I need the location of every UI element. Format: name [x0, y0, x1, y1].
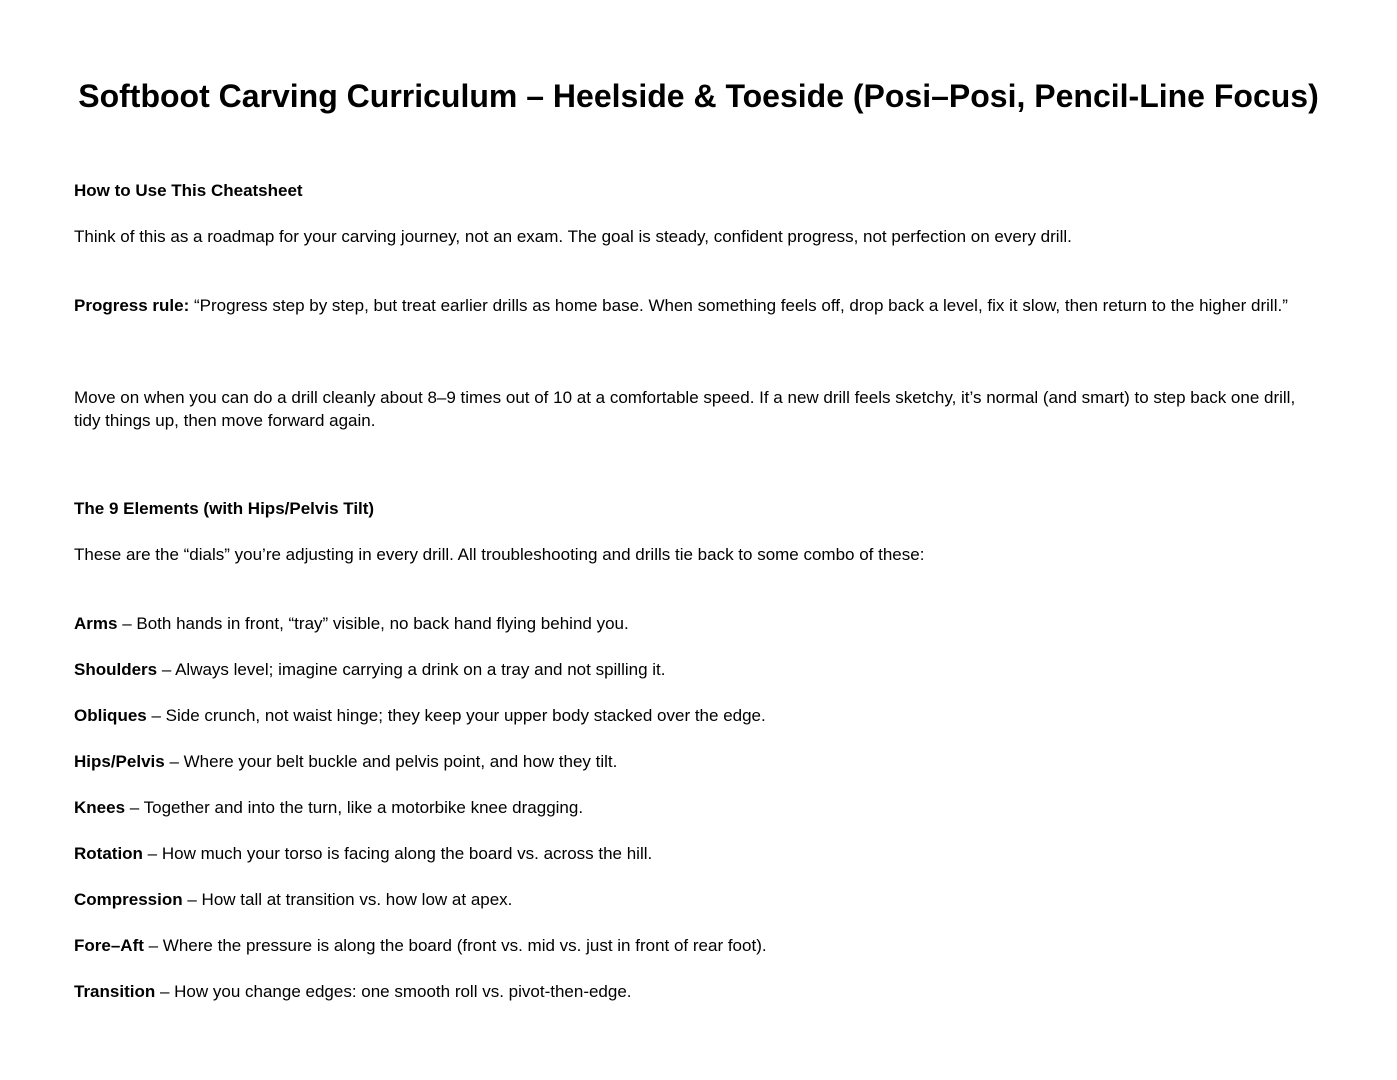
element-desc: – How much your torso is facing along the board vs. across the hill. — [142, 844, 653, 863]
element-desc: – Together and into the turn, like a motorbike knee dragging. — [125, 798, 584, 817]
element-desc: – How tall at transition vs. how low at apex. — [182, 890, 513, 909]
element-item-arms — [74, 612, 1324, 635]
element-term: Compression — [74, 890, 183, 909]
how-to-use-intro: Think of this as a roadmap for your carving journey, not an exam. The goal is steady, confident progress, not perfection on every drill. — [74, 227, 1072, 246]
element-desc: – How you change edges: one smooth roll vs. pivot-then-edge. — [155, 982, 632, 1001]
elements-heading: The 9 Elements (with Hips/Pelvis Tilt) — [74, 499, 375, 518]
element-desc: – Both hands in front, “tray” visible, no back hand flying behind you. — [117, 614, 629, 633]
elements-intro: These are the “dials” you’re adjusting in every drill. All troubleshooting and drills tie back to some combo of these: — [74, 545, 925, 564]
element-item-shoulders — [74, 658, 1324, 681]
element-item-compression — [74, 888, 1324, 911]
progress-rule-text: “Progress step by step, but treat earlier drills as home base. When something feels off, drop back a level, fix it slow, then return to the higher drill.” — [189, 296, 1288, 315]
element-desc: – Side crunch, not waist hinge; they keep your upper body stacked over the edge. — [146, 706, 766, 725]
element-item-fore-aft — [74, 934, 1324, 957]
element-item-rotation — [74, 842, 1324, 865]
element-item-hips-pelvis — [74, 750, 1324, 773]
element-item-obliques — [74, 704, 1324, 727]
element-term: Hips/Pelvis — [74, 752, 165, 771]
how-to-use-heading: How to Use This Cheatsheet — [74, 181, 303, 200]
element-term: Transition — [74, 982, 156, 1001]
element-item-knees — [74, 796, 1324, 819]
element-item-transition — [74, 980, 1324, 1003]
element-desc: – Always level; imagine carrying a drink on a tray and not spilling it. — [157, 660, 666, 679]
element-desc: – Where your belt buckle and pelvis point, and how they tilt. — [164, 752, 618, 771]
progress-rule-label: Progress rule: — [74, 296, 190, 315]
move-on-paragraph: Move on when you can do a drill cleanly about 8–9 times out of 10 at a comfortable speed. If a new drill feels sketchy, it’s normal (and smart) to step back one drill, tidy things up, then move forward again. — [74, 388, 1296, 430]
element-term: Knees — [74, 798, 126, 817]
element-term: Fore–Aft — [74, 936, 144, 955]
progress-rule-paragraph — [74, 294, 1324, 317]
element-term: Rotation — [74, 844, 143, 863]
element-term: Arms — [74, 614, 118, 633]
element-term: Obliques — [74, 706, 147, 725]
element-term: Shoulders — [74, 660, 158, 679]
document-title: Softboot Carving Curriculum – Heelside & Toeside (Posi–Posi, Pencil-Line Focus) — [78, 78, 1319, 114]
element-desc: – Where the pressure is along the board (front vs. mid vs. just in front of rear foot). — [143, 936, 767, 955]
